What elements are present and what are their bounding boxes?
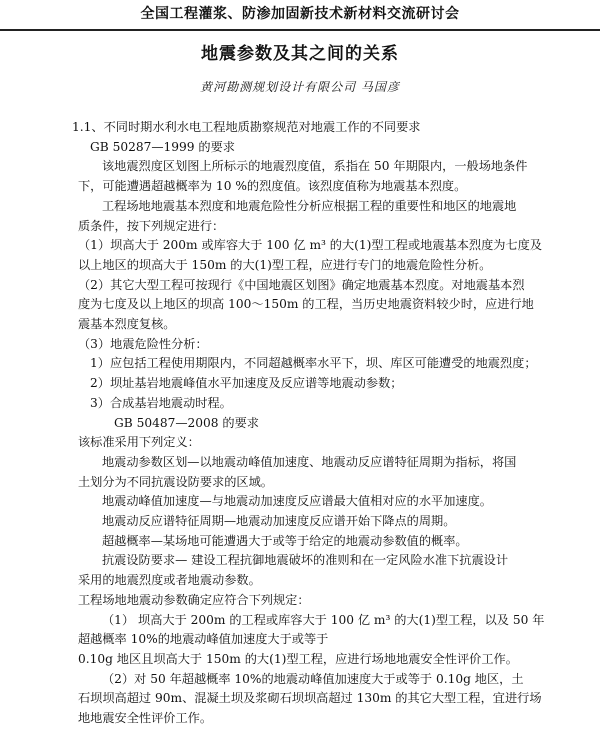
sub-list-item: 2）坝址基岩地震峰值水平加速度及反应谱等地震动参数； — [90, 376, 403, 391]
list-item-line: （1） 坝高大于 200m 的工程或库容大于 100 亿 m³ 的大(1)型工程，以及 50 年 — [102, 612, 545, 627]
definition-line: 地震动参数区划—以地震动峰值加速度、地震动反应谱特征周期为指标，将国 — [102, 454, 517, 469]
definition-line: 土划分为不同抗震设防要求的区域。 — [78, 474, 273, 489]
header-rule — [0, 29, 600, 31]
list-item-line: 以上地区的坝高大于 150m 的大(1)型工程，应进行专门的地震危险性分析。 — [78, 257, 492, 272]
paragraph-line: 工程场地地震动参数确定应符合下列规定： — [78, 592, 310, 607]
paragraph-line: 该标准采用下列定义： — [78, 435, 200, 450]
sub-list-item: 3）合成基岩地震动时程。 — [90, 395, 232, 410]
definition-line: 地震动峰值加速度—与地震动加速度反应谱最大值相对应的水平加速度。 — [102, 494, 492, 509]
running-header: 全国工程灌浆、防渗加固新技术新材料交流研讨会 — [140, 6, 460, 22]
paragraph-line: 该地震烈度区划图上所标示的地震烈度值，系指在 50 年期限内，一般场地条件 — [102, 159, 528, 174]
definition-line: 抗震设防要求— 建设工程抗御地震破坏的准则和在一定风险水准下抗震设计 — [102, 553, 509, 568]
article-author: 黄河勘测规划设计有限公司 马国彦 — [200, 80, 400, 94]
list-item-line: （2）其它大型工程可按现行《中国地震区划图》确定地震基本烈度。对地震基本烈 — [78, 277, 525, 292]
list-item-line: （3）地震危险性分析： — [78, 336, 208, 351]
subsection-heading: GB 50487—2008 的要求 — [114, 415, 259, 430]
sub-list-item: 1）应包括工程使用期限内，不同超越概率水平下，坝、库区可能遭受的地震烈度； — [90, 356, 537, 371]
paragraph-line: 工程场地地震基本烈度和地震危险性分析应根据工程的重要性和地区的地震地 — [102, 198, 517, 213]
paragraph-line: 质条件，按下列规定进行： — [78, 218, 225, 233]
subsection-heading: GB 50287—1999 的要求 — [90, 139, 235, 154]
list-item-line: 度为七度及以上地区的坝高 100～150m 的工程，当历史地震资料较少时，应进行地 — [78, 297, 534, 312]
article-title: 地震参数及其之间的关系 — [201, 44, 399, 64]
definition-line: 超越概率—某场地可能遭遇大于或等于给定的地震动参数值的概率。 — [102, 533, 468, 548]
section-heading: 1.1、不同时期水利水电工程地质勘察规范对地震工作的不同要求 — [72, 120, 421, 134]
list-item-line: （2）对 50 年超越概率 10%的地震动峰值加速度大于或等于 0.10g 地区，土 — [102, 671, 524, 686]
list-item-line: 超越概率 10%的地震动峰值加速度大于或等于 — [78, 632, 329, 647]
definition-line: 采用的地震烈度或者地震动参数。 — [78, 573, 261, 588]
article-body — [72, 118, 546, 729]
list-item-line: 石坝坝高超过 90m、混凝土坝及浆砌石坝坝高超过 130m 的其它大型工程，宜进行场 — [78, 691, 542, 706]
list-item-line: 地地震安全性评价工作。 — [78, 711, 213, 726]
list-item-line: （1）坝高大于 200m 或库容大于 100 亿 m³ 的大(1)型工程或地震基本烈度为七度及 — [78, 238, 543, 253]
paragraph-line: 下，可能遭遇超越概率为 10 %的烈度值。该烈度值称为地震基本烈度。 — [78, 179, 467, 194]
list-item-line: 震基本烈度复核。 — [78, 317, 176, 332]
definition-line: 地震动反应谱特征周期—地震动加速度反应谱开始下降点的周期。 — [102, 514, 456, 529]
list-item-line: 0.10g 地区且坝高大于 150m 的大(1)型工程，应进行场地地震安全性评价工作。 — [78, 651, 518, 666]
